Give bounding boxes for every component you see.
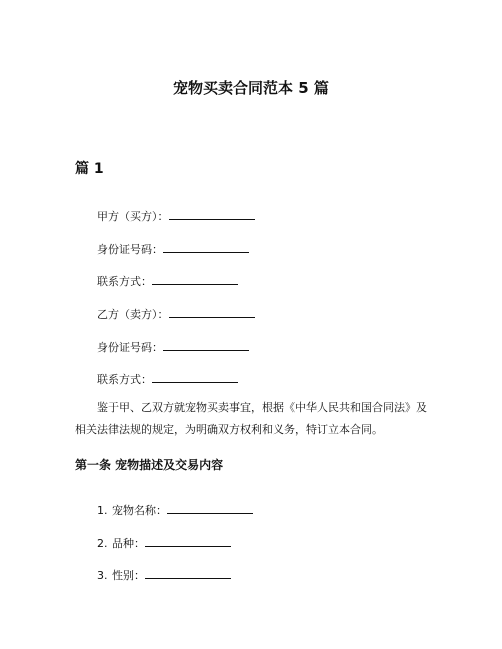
- seller-name-field: [97, 306, 255, 323]
- document-title: 宠物买卖合同范本 5 篇: [173, 79, 329, 97]
- fill-in-blank: [145, 535, 231, 547]
- fill-in-blank: [163, 339, 249, 351]
- field-label: 联系方式：: [97, 373, 152, 386]
- field-label: 甲方（买方）：: [97, 210, 169, 223]
- field-label: 品种：: [112, 537, 145, 550]
- fill-in-blank: [145, 567, 231, 579]
- fill-in-blank: [169, 306, 255, 318]
- buyer-name-field: [97, 208, 255, 225]
- buyer-id-field: [97, 241, 249, 258]
- field-label: 联系方式：: [97, 275, 152, 288]
- field-label: 身份证号码：: [97, 341, 163, 354]
- list-item: [97, 502, 253, 519]
- field-label: 身份证号码：: [97, 243, 163, 256]
- section-heading: 篇 1: [75, 161, 104, 177]
- field-label: 宠物名称：: [112, 504, 167, 517]
- preamble-paragraph: 鉴于甲、乙双方就宠物买卖事宜，根据《中华人民共和国合同法》及相关法律法规的规定，为明确双方权利和义务，特订立本合同。: [75, 401, 427, 436]
- list-number: 2.: [97, 537, 108, 550]
- fill-in-blank: [152, 273, 238, 285]
- fill-in-blank: [152, 371, 238, 383]
- list-number: 3.: [97, 569, 108, 582]
- list-item: [97, 535, 231, 552]
- list-number: 1.: [97, 504, 108, 517]
- list-item: [97, 567, 231, 584]
- fill-in-blank: [163, 241, 249, 253]
- buyer-contact-field: [97, 273, 238, 290]
- field-label: 乙方（卖方）：: [97, 308, 169, 321]
- seller-id-field: [97, 339, 249, 356]
- fill-in-blank: [167, 502, 253, 514]
- seller-contact-field: [97, 371, 238, 388]
- fill-in-blank: [169, 208, 255, 220]
- field-label: 性别：: [112, 569, 145, 582]
- article-heading: 第一条 宠物描述及交易内容: [75, 458, 224, 472]
